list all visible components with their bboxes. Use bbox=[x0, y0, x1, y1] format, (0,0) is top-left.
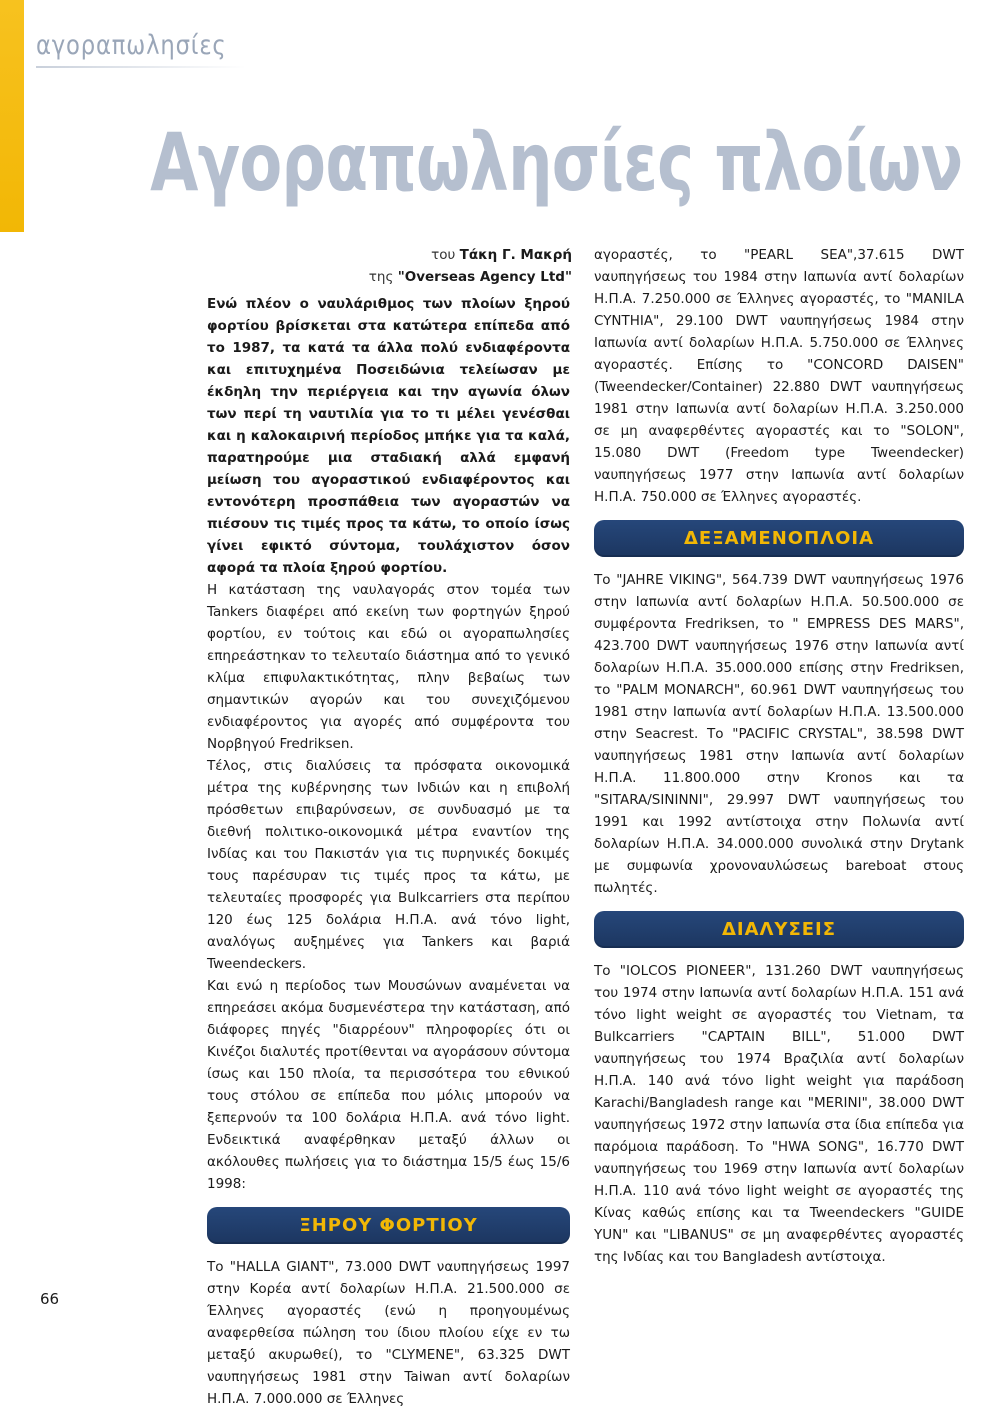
section-banner-demolitions bbox=[594, 911, 964, 948]
author-name: Τάκη Γ. Μακρή bbox=[459, 247, 572, 263]
section-divider bbox=[36, 66, 246, 68]
body-paragraph: Το "HALLA GIANT", 73.000 DWT ναυπηγήσεως 1997 στην Κορέα αντί δολαρίων Η.Π.Α. 21.500.000 σε Έλληνες αγοραστές (ενώ η προηγουμένως αναφερθείσα πώληση του ίδιου πλοίου είχε εν τω μεταξύ ακυρωθεί), το "CLYMENE", 63.325 DWT ναυπηγήσεως 1981 στην Taiwan αντί δολαρίων Η.Π.Α. 7.000.000 σε Έλληνες bbox=[207, 1259, 570, 1407]
body-paragraph: Η κατάσταση της ναυλαγοράς στον τομέα των Tankers διαφέρει από εκείνη των φορτηγών ξηρού φορτίου, εν τούτοις και εδώ οι αγοραπωλησίες επηρεάστηκαν το τελευταίο διάστημα από το γενικό κλίμα επιφυλακτικότητας, πλην βεβαίως των σημαντικών αγορών και του συνεχιζόμενου ενδιαφέροντος για αγορές από συμφέροντα του Νορβηγού Fredriksen. bbox=[207, 582, 570, 752]
body-paragraph: Το "IOLCOS PIONEER", 131.260 DWT ναυπηγήσεως του 1974 στην Ιαπωνία αντί δολαρίων Η.Π.Α. 151 ανά τόνο light weight σε αγοραστές του Vietnam, τα Bulkcarriers "CAPTAIN BILL", 51.000 DWT ναυπηγήσεως του 1974 Βραζιλία αντί δολαρίων Η.Π.Α. 140 ανά τόνο light weight για παράδοση Karachi/Bangladesh range και "MERINI", 38.000 DWT ναυπηγήσεως 1972 στην Ιαπωνία στα ίδια επίπεδα για παρόμοια παράδοση. Το "HWA SONG", 16.770 DWT ναυπηγήσεως του 1969 στην Ιαπωνία αντί δολαρίων Η.Π.Α. 110 ανά τόνο light weight σε αγοραστές της Κίνας καθώς επίσης και τα Tweendeckers "GUIDE YUN" και "LIBANUS" σε μη αναφερθέντες αγοραστές της Ινδίας και του Bangladesh αντίστοιχα. bbox=[594, 963, 964, 1265]
column-right bbox=[594, 244, 964, 1268]
column-left bbox=[207, 293, 570, 1410]
byline-prefix: του bbox=[431, 247, 456, 263]
byline-agency-prefix: της bbox=[368, 269, 394, 285]
section-heading: ΔΙΑΛΥΣΕΙΣ bbox=[721, 918, 837, 940]
byline bbox=[272, 244, 572, 288]
section-heading: ΞΗΡΟΥ ΦΟΡΤΙΟΥ bbox=[299, 1214, 478, 1236]
byline-agency-line bbox=[272, 266, 572, 288]
section-banner-dry-cargo bbox=[207, 1207, 570, 1244]
section-heading: ΔΕΞΑΜΕΝΟΠΛΟΙΑ bbox=[683, 527, 875, 549]
lead-paragraph: Ενώ πλέον ο ναυλάριθμος των πλοίων ξηρού φορτίου βρίσκεται στα κατώτερα επίπεδα από το 1987, τα κατά τα άλλα πολύ ενδιαφέροντα και επιτυχημένα Ποσειδώνια τελείωσαν με έκδηλη την περιέργεια και την αγωνία όλων των περί τη ναυτιλία για το τι μέλει γενέσθαι και η καλοκαιρινή περίοδος μπήκε για τα καλά, παρατηρούμε μια σταδιακή αλλά εμφανή μείωση του αγοραστικού ενδιαφέροντος και εντονότερη προσπάθεια των αγοραστών να πιέσουν τις τιμές προς τα κάτω, το οποίο ίσως γίνει εφικτό σύντομα, τουλάχιστον όσον αφορά τα πλοία ξηρού φορτίου. bbox=[207, 296, 570, 576]
body-paragraph: αγοραστές, το "PEARL SEA",37.615 DWT ναυπηγήσεως του 1984 στην Ιαπωνία αντί δολαρίων Η.Π.Α. 7.250.000 σε Έλληνες αγοραστές, το "MANILA CYNTHIA", 29.100 DWT ναυπηγήσεως 1984 στην Ιαπωνία αντί δολαρίων Η.Π.Α. 5.750.000 σε Έλληνες αγοραστές. Επίσης το "CONCORD DAISEN" (Tweendecker/Container) 22.880 DWT ναυπηγήσεως 1981 στην Ιαπωνία αντί δολαρίων Η.Π.Α. 3.250.000 σε μη αναφερθέντες αγοραστές και το "SOLON", 15.080 DWT (Freedom type Tweendecker) ναυπηγήσεως 1977 στην Ιαπωνία αντί δολαρίων Η.Π.Α. 750.000 σε Έλληνες αγοραστές. bbox=[594, 247, 964, 505]
accent-bar bbox=[0, 0, 24, 232]
section-banner-tankers bbox=[594, 520, 964, 557]
byline-author-line bbox=[272, 244, 572, 266]
body-paragraph: Το "JAHRE VIKING", 564.739 DWT ναυπηγήσεως 1976 στην Ιαπωνία αντί δολαρίων Η.Π.Α. 50.500.000 σε συμφέροντα Fredriksen, το " EMPRESS DES MARS", 423.700 DWT ναυπηγήσεως 1976 στην Ιαπωνία αντί δολαρίων Η.Π.Α. 35.000.000 επίσης στην Fredriksen, το "PALM MONARCH", 60.961 DWT ναυπηγήσεως του 1981 στην Ιαπωνία αντί δολαρίων Η.Π.Α. 13.500.000 στην Seacrest. Το "PACIFIC CRYSTAL", 38.598 DWT ναυπηγήσεως 1981 στην Ιαπωνία αντί δολαρίων Η.Π.Α. 11.800.000 στην Kronos και τα "SITARA/SININNI", 29.997 DWT ναυπηγήσεως του 1991 και 1992 αντίστοιχα στην Πολωνία αντί δολαρίων Η.Π.Α. 34.000.000 συνολικά στην Drytank με συμφωνία χρονοναυλώσεως bareboat στους πωλητές. bbox=[594, 572, 964, 896]
page-number: 66 bbox=[40, 1290, 60, 1308]
page-title: Αγοραπωλησίες πλοίων bbox=[149, 116, 962, 209]
body-paragraph: Και ενώ η περίοδος των Μουσώνων αναμένεται να επηρεάσει ακόμα δυσμενέστερα την κατάσταση, από διάφορες πηγές "διαρρέουν" πληροφορίες ότι οι Κινέζοι διαλυτές προτίθενται να αγοράσουν σύντομα ίσως και 150 πλοία, τα περισσότερα του εθνικού τους στόλου σε επίπεδα που μόλις μπορούν να ξεπερνούν τα 100 δολάρια Η.Π.Α. ανά τόνο light. Ενδεικτικά αναφέρθηκαν μεταξύ άλλων οι ακόλουθες πωλήσεις για το διάστημα 15/5 έως 15/6 1998: bbox=[207, 978, 570, 1192]
agency-name: "Overseas Agency Ltd" bbox=[397, 269, 572, 285]
body-paragraph: Τέλος, στις διαλύσεις τα πρόσφατα οικονομικά μέτρα της κυβέρνησης των Ινδιών και η επιβολή πρόσθετων επιβαρύνσεων, σε συνδυασμό με τα διεθνή πολιτικο-οικονομικά μέτρα εναντίον της Ινδίας και του Πακιστάν για τις πυρηνικές δοκιμές τους παρέσυραν τις τιμές προς τα κάτω, με τελευταίες προσφορές για Bulkcarriers στα περίπου 120 έως 125 δολάρια Η.Π.Α. ανά τόνο light, αναλόγως αυξημένες για Tankers και βαριά Tweendeckers. bbox=[207, 758, 570, 972]
section-label: αγοραπωλησίες bbox=[36, 30, 227, 61]
